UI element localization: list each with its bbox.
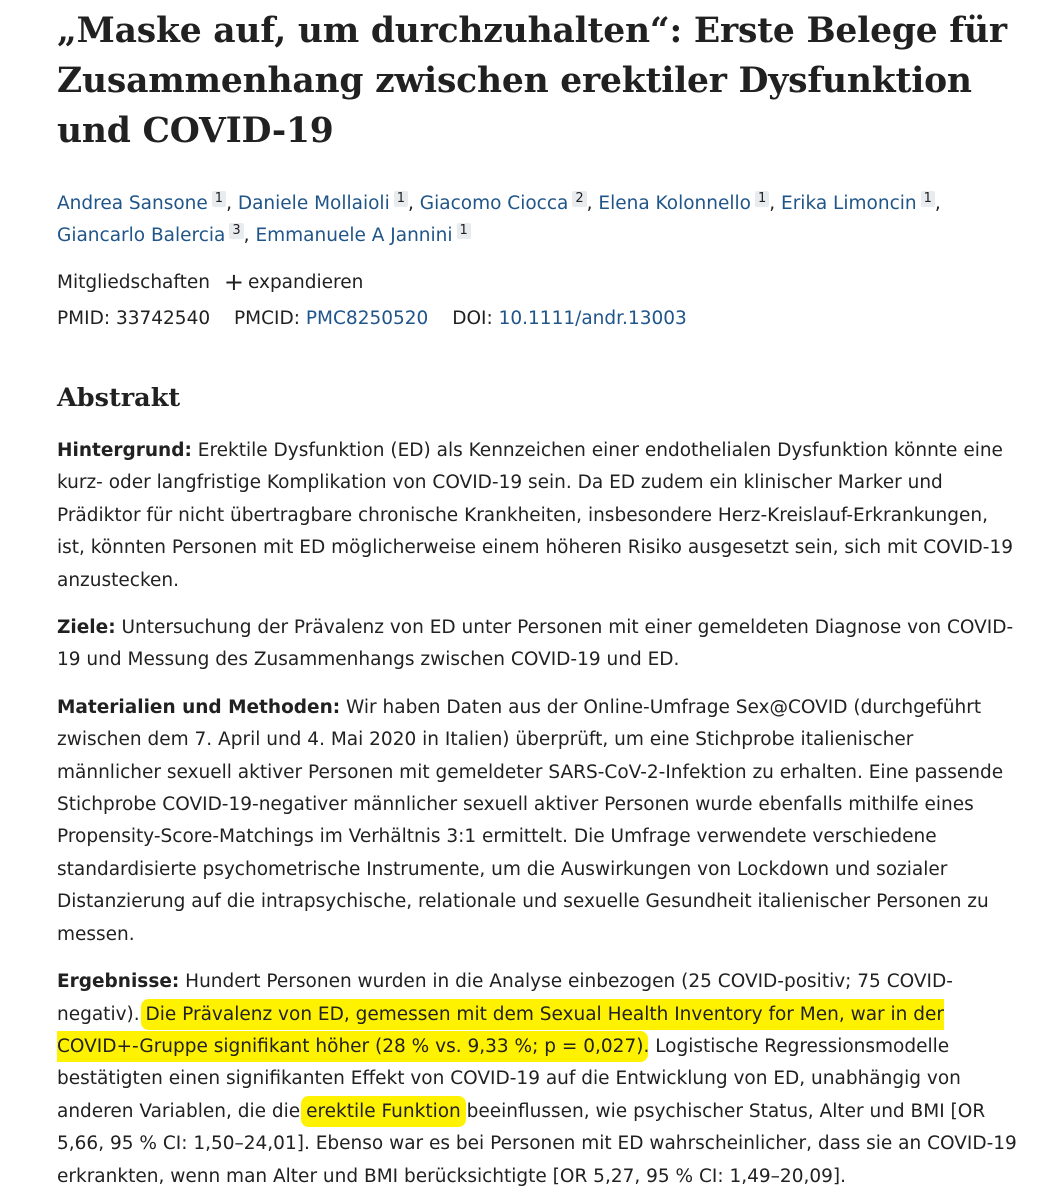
- author-link[interactable]: Giacomo Ciocca: [419, 193, 569, 214]
- affiliations-label: Mitgliedschaften: [57, 272, 210, 293]
- author-link[interactable]: Elena Kolonnello: [598, 193, 751, 214]
- aims-label: Ziele:: [57, 617, 116, 639]
- author-list: Andrea Sansone 1 , Daniele Mollaioli 1 , Giacomo Ciocca 2 , Elena Kolonnello 1 , Erika Limoncin 1 , Giancarlo Balercia 3 , Emmanuele A Jannini 1: [57, 191, 941, 246]
- background-label: Hintergrund:: [57, 440, 192, 461]
- highlighted-text: Die Prävalenz von ED, gemessen mit dem Sexual Health Inventory for Men, war in der COVID+-Gruppe signifikant höher (28 % vs. 9,33 %; p = 0,027): [57, 1003, 945, 1057]
- author-link[interactable]: Emmanuele A Jannini: [255, 225, 453, 246]
- background-text: Erektile Dysfunktion (ED) als Kennzeichen einer endothelialen Dysfunktion könnte eine kurz- oder langfristige Komplikation von COVID-19 sein. Da ED zudem ein klinischer Marker und Prädiktor für nicht übertragbare chronische Krankheiten, insbesondere Herz-Kreislauf-Erkrankungen, ist, könnten Personen mit ED möglicherweise einem höheren Risiko ausgesetzt sein, sich mit COVID-19 anzustecken.: [57, 440, 1013, 591]
- highlighted-text: erektile Funktion: [306, 1100, 461, 1122]
- affiliation-badge[interactable]: 1: [921, 191, 935, 207]
- affiliation-badge[interactable]: 1: [755, 191, 769, 207]
- expand-affiliations-button[interactable]: [223, 268, 364, 296]
- affiliations-row: [57, 266, 1021, 299]
- doi-label: DOI:: [452, 308, 493, 329]
- doi-link[interactable]: 10.1111/andr.13003: [498, 308, 687, 329]
- author-link[interactable]: Giancarlo Balercia: [57, 225, 226, 246]
- methods-label: Materialien und Methoden:: [57, 696, 341, 718]
- article-title: „Maske auf, um durchzuhalten“: Erste Belege für Zusammenhang zwischen erektiler Dysfunktion und COVID-19: [57, 11, 1007, 151]
- pmcid-link[interactable]: PMC8250520: [305, 308, 429, 329]
- pmcid-label: PMCID:: [234, 308, 300, 329]
- results-text: beeinflussen, wie psychischer Status, Alter und BMI [OR 5,66, 95 % CI: 1,50–24,01]. Ebenso war es bei Personen mit ED wahrscheinlicher, dass sie an COVID-19 erkrankten, wenn man Alter und BMI berücksichtigte [OR 5,27, 95 % CI: 1,49–20,09].: [57, 1100, 1017, 1187]
- aims-text: Untersuchung der Prävalenz von ED unter Personen mit einer gemeldeten Diagnose von COVID-19 und Messung des Zusammenhangs zwischen COVID-19 und ED.: [57, 617, 1014, 671]
- author-link[interactable]: Daniele Mollaioli: [237, 193, 390, 214]
- abstract-background: [57, 435, 1021, 597]
- abstract-aims: [57, 612, 1021, 677]
- results-label: Ergebnisse:: [57, 971, 180, 993]
- abstract-methods: [57, 692, 1021, 951]
- author-link[interactable]: Andrea Sansone: [57, 193, 208, 214]
- author-link[interactable]: Erika Limoncin: [781, 193, 917, 214]
- results-text: Hundert Personen wurden in die Analyse einbezogen (25 COVID-positiv; 75 COVID-negativ).: [57, 971, 953, 1025]
- plus-icon: +: [223, 268, 244, 296]
- affiliation-badge[interactable]: 1: [394, 191, 408, 207]
- pmid-label: PMID:: [57, 308, 111, 329]
- affiliation-badge[interactable]: 2: [572, 191, 586, 207]
- affiliation-badge[interactable]: 1: [212, 191, 226, 207]
- pmid-value: 33742540: [115, 308, 211, 329]
- methods-text: Wir haben Daten aus der Online-Umfrage Sex@COVID (durchgeführt zwischen dem 7. April und 4. Mai 2020 in Italien) überprüft, um eine Stichprobe italienischer männlicher sexuell aktiver Personen mit gemeldeter SARS-CoV-2-Infektion zu erhalten. Eine passende Stichprobe COVID-19-negativer männlicher sexuell aktiver Personen wurde ebenfalls mithilfe eines Propensity-Score-Matchings im Verhältnis 3:1 ermittelt. Die Umfrage verwendete verschiedene standardisierte psychometrische Instrumente, um die Auswirkungen von Lockdown und sozialer Distanzierung auf die intrapsychische, relationale und sexuelle Gesundheit italienischer Personen zu messen.: [57, 696, 1004, 945]
- affiliation-badge[interactable]: 3: [229, 223, 243, 239]
- abstract-results: [57, 966, 1021, 1193]
- identifier-row: [57, 303, 1021, 335]
- results-text: . Logistische Regressionsmodelle bestätigten einen signifikanten Effekt von COVID-19 auf die Entwicklung von ED, unabhängig von anderen Variablen, die die: [57, 1035, 961, 1122]
- abstract-heading: Abstrakt: [57, 383, 181, 413]
- affiliation-badge[interactable]: 1: [457, 223, 471, 239]
- expand-label: expandieren: [247, 272, 364, 293]
